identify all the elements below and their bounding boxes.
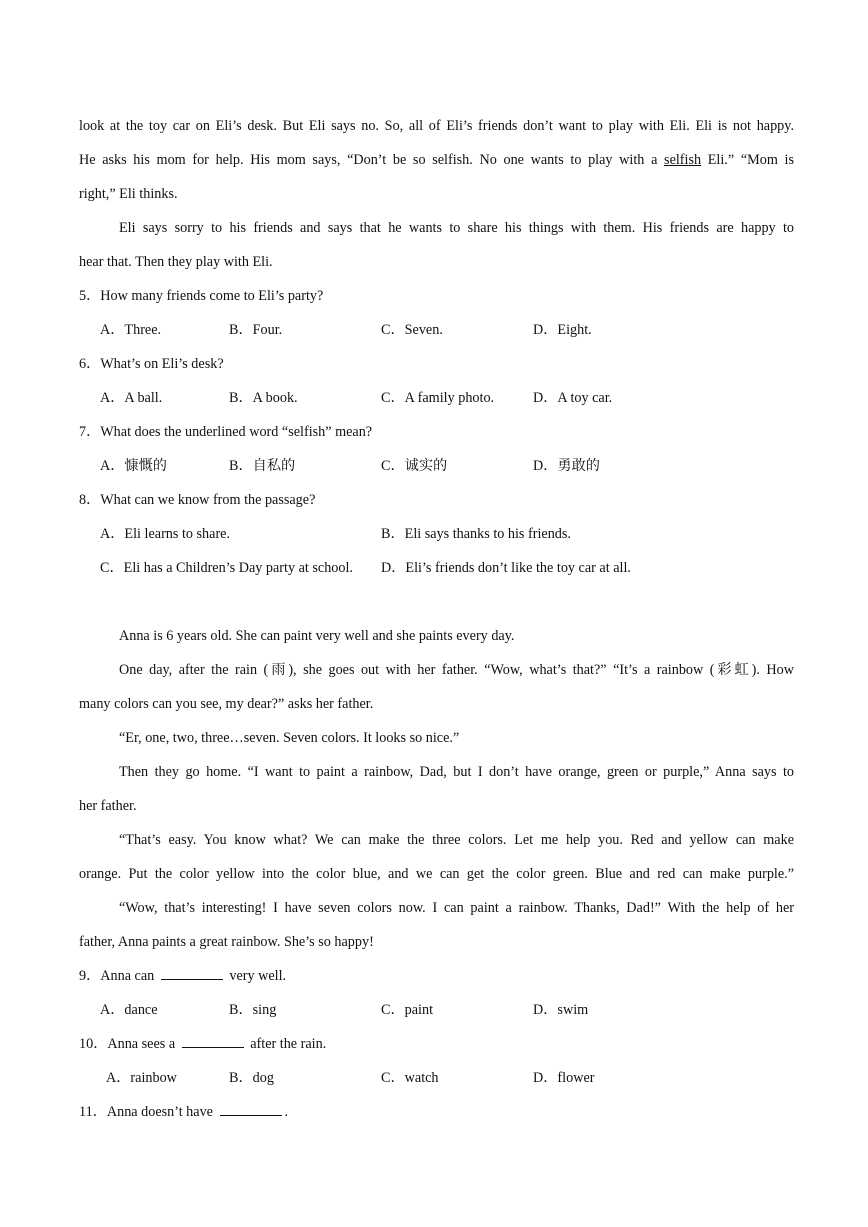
- question-9-stem-pre: 9．Anna can: [79, 968, 158, 984]
- question-11-blank[interactable]: [220, 1101, 282, 1116]
- question-8-options-row2: [79, 551, 794, 585]
- question-8-stem: 8．What can we know from the passage?: [79, 492, 316, 508]
- question-8-options-row1: [79, 517, 794, 551]
- question-9-option-d[interactable]: D．swim: [533, 1002, 589, 1018]
- question-7-option-a[interactable]: A．慷慨的: [100, 458, 167, 474]
- question-11-stem: [79, 1095, 794, 1129]
- passage1-line4: Eli says sorry to his friends and says that he wants to share his things with them. His friends are happy to: [119, 220, 794, 236]
- question-10-stem-pre: 10．Anna sees a: [79, 1036, 179, 1052]
- question-6-option-c[interactable]: C．A family photo.: [381, 390, 495, 406]
- question-6-options: [79, 381, 794, 415]
- question-5-options: [79, 313, 794, 347]
- underlined-word-selfish: selfish: [664, 152, 702, 168]
- question-7-stem: 7．What does the underlined word “selfish” mean?: [79, 424, 373, 440]
- question-10-option-d[interactable]: D．flower: [533, 1070, 595, 1086]
- passage1-line3: right,” Eli thinks.: [79, 186, 178, 202]
- question-7-option-b[interactable]: B．自私的: [229, 458, 296, 474]
- passage2-p6-line2: father, Anna paints a great rainbow. She’s so happy!: [79, 934, 374, 950]
- passage2-p2-line2: many colors can you see, my dear?” asks her father.: [79, 696, 374, 712]
- question-10-option-c[interactable]: C．watch: [381, 1070, 439, 1086]
- question-10-option-a[interactable]: A．rainbow: [106, 1070, 177, 1086]
- question-7-options: [79, 449, 794, 483]
- question-9-option-b[interactable]: B．sing: [229, 1002, 277, 1018]
- question-5-option-c[interactable]: C．Seven.: [381, 322, 443, 338]
- question-10-option-b[interactable]: B．dog: [229, 1070, 274, 1086]
- passage2-p4-line2: her father.: [79, 798, 137, 814]
- question-10-stem-post: after the rain.: [246, 1036, 327, 1052]
- question-8-option-c[interactable]: C．Eli has a Children’s Day party at school.: [100, 560, 353, 576]
- question-5-option-d[interactable]: D．Eight.: [533, 322, 592, 338]
- question-6-option-b[interactable]: B．A book.: [229, 390, 298, 406]
- passage2-p4-line1: Then they go home. “I want to paint a rainbow, Dad, but I don’t have orange, green or purple,” Anna says to: [119, 764, 794, 780]
- question-9-blank[interactable]: [161, 965, 223, 980]
- section-gap: [79, 585, 794, 619]
- question-9-options: [79, 993, 794, 1027]
- passage2-p3: “Er, one, two, three…seven. Seven colors. It looks so nice.”: [119, 730, 460, 746]
- question-11-stem-post: .: [284, 1104, 289, 1120]
- question-11-stem-pre: 11．Anna doesn’t have: [79, 1104, 217, 1120]
- passage1-line5: hear that. Then they play with Eli.: [79, 254, 273, 270]
- question-6-stem: 6．What’s on Eli’s desk?: [79, 356, 224, 372]
- passage2-p5-line2: orange. Put the color yellow into the color blue, and we can get the color green. Blue and red can make purple.”: [79, 866, 794, 882]
- question-8-option-d[interactable]: D．Eli’s friends don’t like the toy car at all.: [381, 560, 631, 576]
- passage1-line2-post: Eli.” “Mom is: [701, 152, 794, 168]
- passage1-line2-pre: He asks his mom for help. His mom says, “Don’t be so selfish. No one wants to play with a: [79, 152, 665, 168]
- question-6-option-a[interactable]: A．A ball.: [100, 390, 163, 406]
- passage2-p6-line1: “Wow, that’s interesting! I have seven colors now. I can paint a rainbow. Thanks, Dad!” With the help of her: [119, 900, 794, 916]
- question-7-option-c[interactable]: C．诚实的: [381, 458, 448, 474]
- question-10-options: [79, 1061, 794, 1095]
- question-10-blank[interactable]: [182, 1033, 244, 1048]
- question-6-option-d[interactable]: D．A toy car.: [533, 390, 613, 406]
- passage2-p1: Anna is 6 years old. She can paint very well and she paints every day.: [119, 628, 515, 644]
- passage1-line1: look at the toy car on Eli’s desk. But Eli says no. So, all of Eli’s friends don’t want to play with Eli. Eli is not happy.: [79, 118, 794, 134]
- question-10-stem: [79, 1027, 794, 1061]
- question-9-option-a[interactable]: A．dance: [100, 1002, 158, 1018]
- question-8-option-a[interactable]: A．Eli learns to share.: [100, 526, 231, 542]
- question-9-option-c[interactable]: C．paint: [381, 1002, 434, 1018]
- worksheet-content: [79, 109, 794, 1129]
- question-9-stem: [79, 959, 794, 993]
- question-8-option-b[interactable]: B．Eli says thanks to his friends.: [381, 526, 571, 542]
- question-5-option-b[interactable]: B．Four.: [229, 322, 283, 338]
- passage2-p2-line1: One day, after the rain (雨), she goes out with her father. “Wow, what’s that?” “It’s a rainbow (彩虹). How: [119, 662, 794, 678]
- question-7-option-d[interactable]: D．勇敢的: [533, 458, 600, 474]
- passage2-p5-line1: “That’s easy. You know what? We can make the three colors. Let me help you. Red and yellow can make: [119, 832, 794, 848]
- question-5-stem: 5．How many friends come to Eli’s party?: [79, 288, 324, 304]
- question-9-stem-post: very well.: [225, 968, 287, 984]
- question-5-option-a[interactable]: A．Three.: [100, 322, 162, 338]
- passage1-line2: [79, 143, 794, 177]
